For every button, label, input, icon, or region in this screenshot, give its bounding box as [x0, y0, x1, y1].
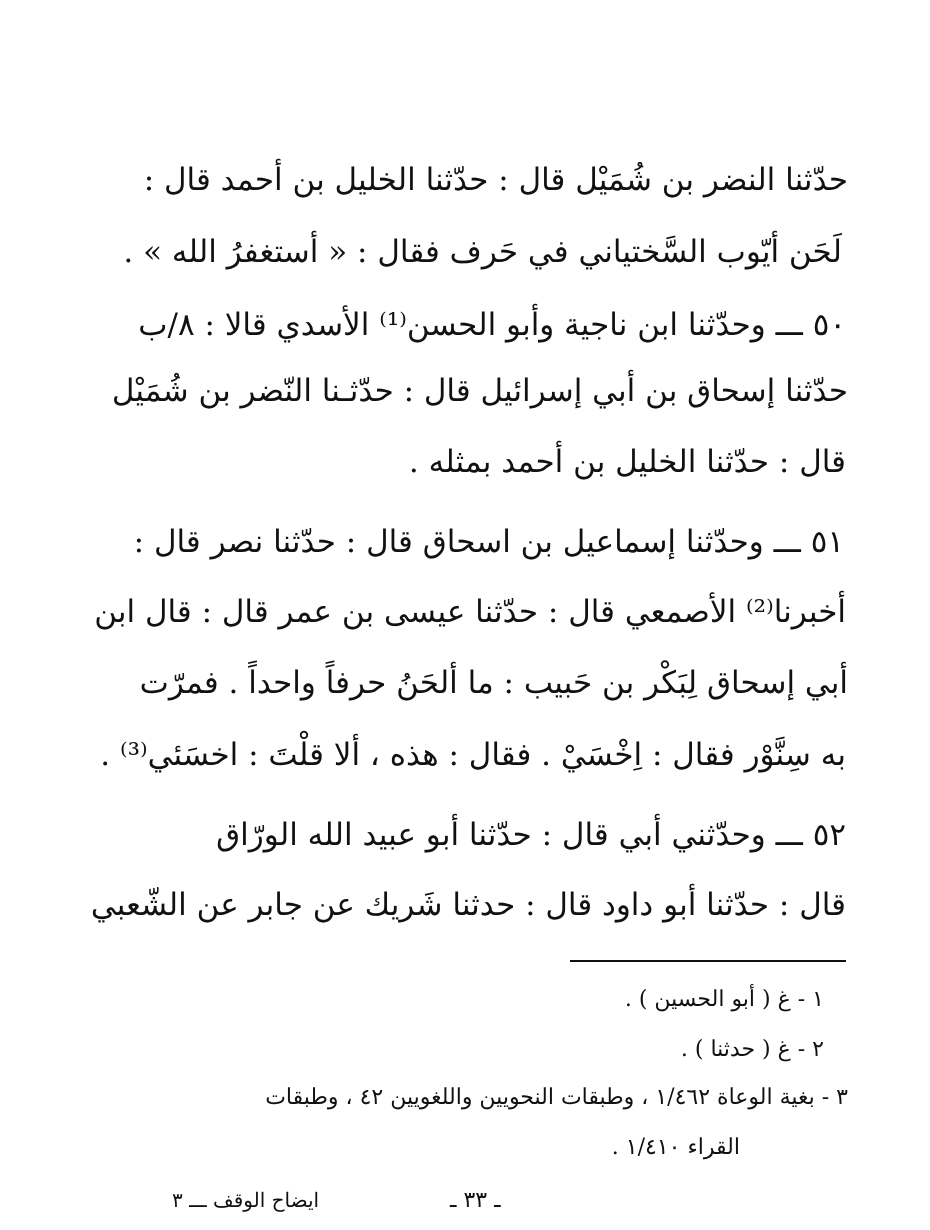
footnote: ٢ - غ ( حدثنا ) .: [680, 1037, 824, 1062]
text-line: قال : حدّثنا أبو داود قال : حدثنا شَريك عن جابر عن الشّعبي: [90, 887, 846, 923]
text-line: ٥٢ ـــ وحدّثني أبي قال : حدّثنا أبو عبيد الله الورّاق: [216, 817, 846, 853]
page-number: ـ ٣٣ ـ: [450, 1188, 501, 1213]
text-line: لَحَن أيّوب السَّختياني في حَرف فقال : « أستغفرُ الله » .: [123, 234, 842, 270]
text-line: حدّثنا النضر بن شُمَيْل قال : حدّثنا الخليل بن أحمد قال :: [143, 162, 848, 198]
text-line: قال : حدّثنا الخليل بن أحمد بمثله .: [408, 444, 846, 480]
running-title: ايضاح الوقف ـــ ٣: [172, 1188, 320, 1212]
text-line: به سِنَّوْر فقال : اِخْسَيْ . فقال : هذه ، ألا قلْتَ : اخسَئي⁽³⁾ .: [100, 737, 846, 773]
footnote-divider: [570, 960, 846, 962]
text-line: أخبرنا⁽²⁾ الأصمعي قال : حدّثنا عيسى بن عمر قال : قال ابن: [94, 594, 846, 630]
text-line: ٥٠ ـــ وحدّثنا ابن ناجية وأبو الحسن⁽¹⁾ الأسدي قالا : ٨/ب: [138, 307, 846, 343]
text-line: ٥١ ـــ وحدّثنا إسماعيل بن اسحاق قال : حدّثنا نصر قال :: [133, 524, 844, 560]
text-line: أبي إسحاق لِبَكْر بن حَبيب : ما ألحَنُ حرفاً واحداً . فمرّت: [139, 665, 848, 701]
text-line: حدّثنا إسحاق بن أبي إسرائيل قال : حدّثـنا النّضر بن شُمَيْل: [111, 373, 848, 409]
footnote: القراء ١/٤١٠ .: [611, 1135, 740, 1160]
footnote: ١ - غ ( أبو الحسين ) .: [624, 987, 824, 1012]
footnote: ٣ - بغية الوعاة ١/٤٦٢ ، وطبقات النحويين واللغويين ٤٢ ، وطبقات: [265, 1085, 848, 1110]
